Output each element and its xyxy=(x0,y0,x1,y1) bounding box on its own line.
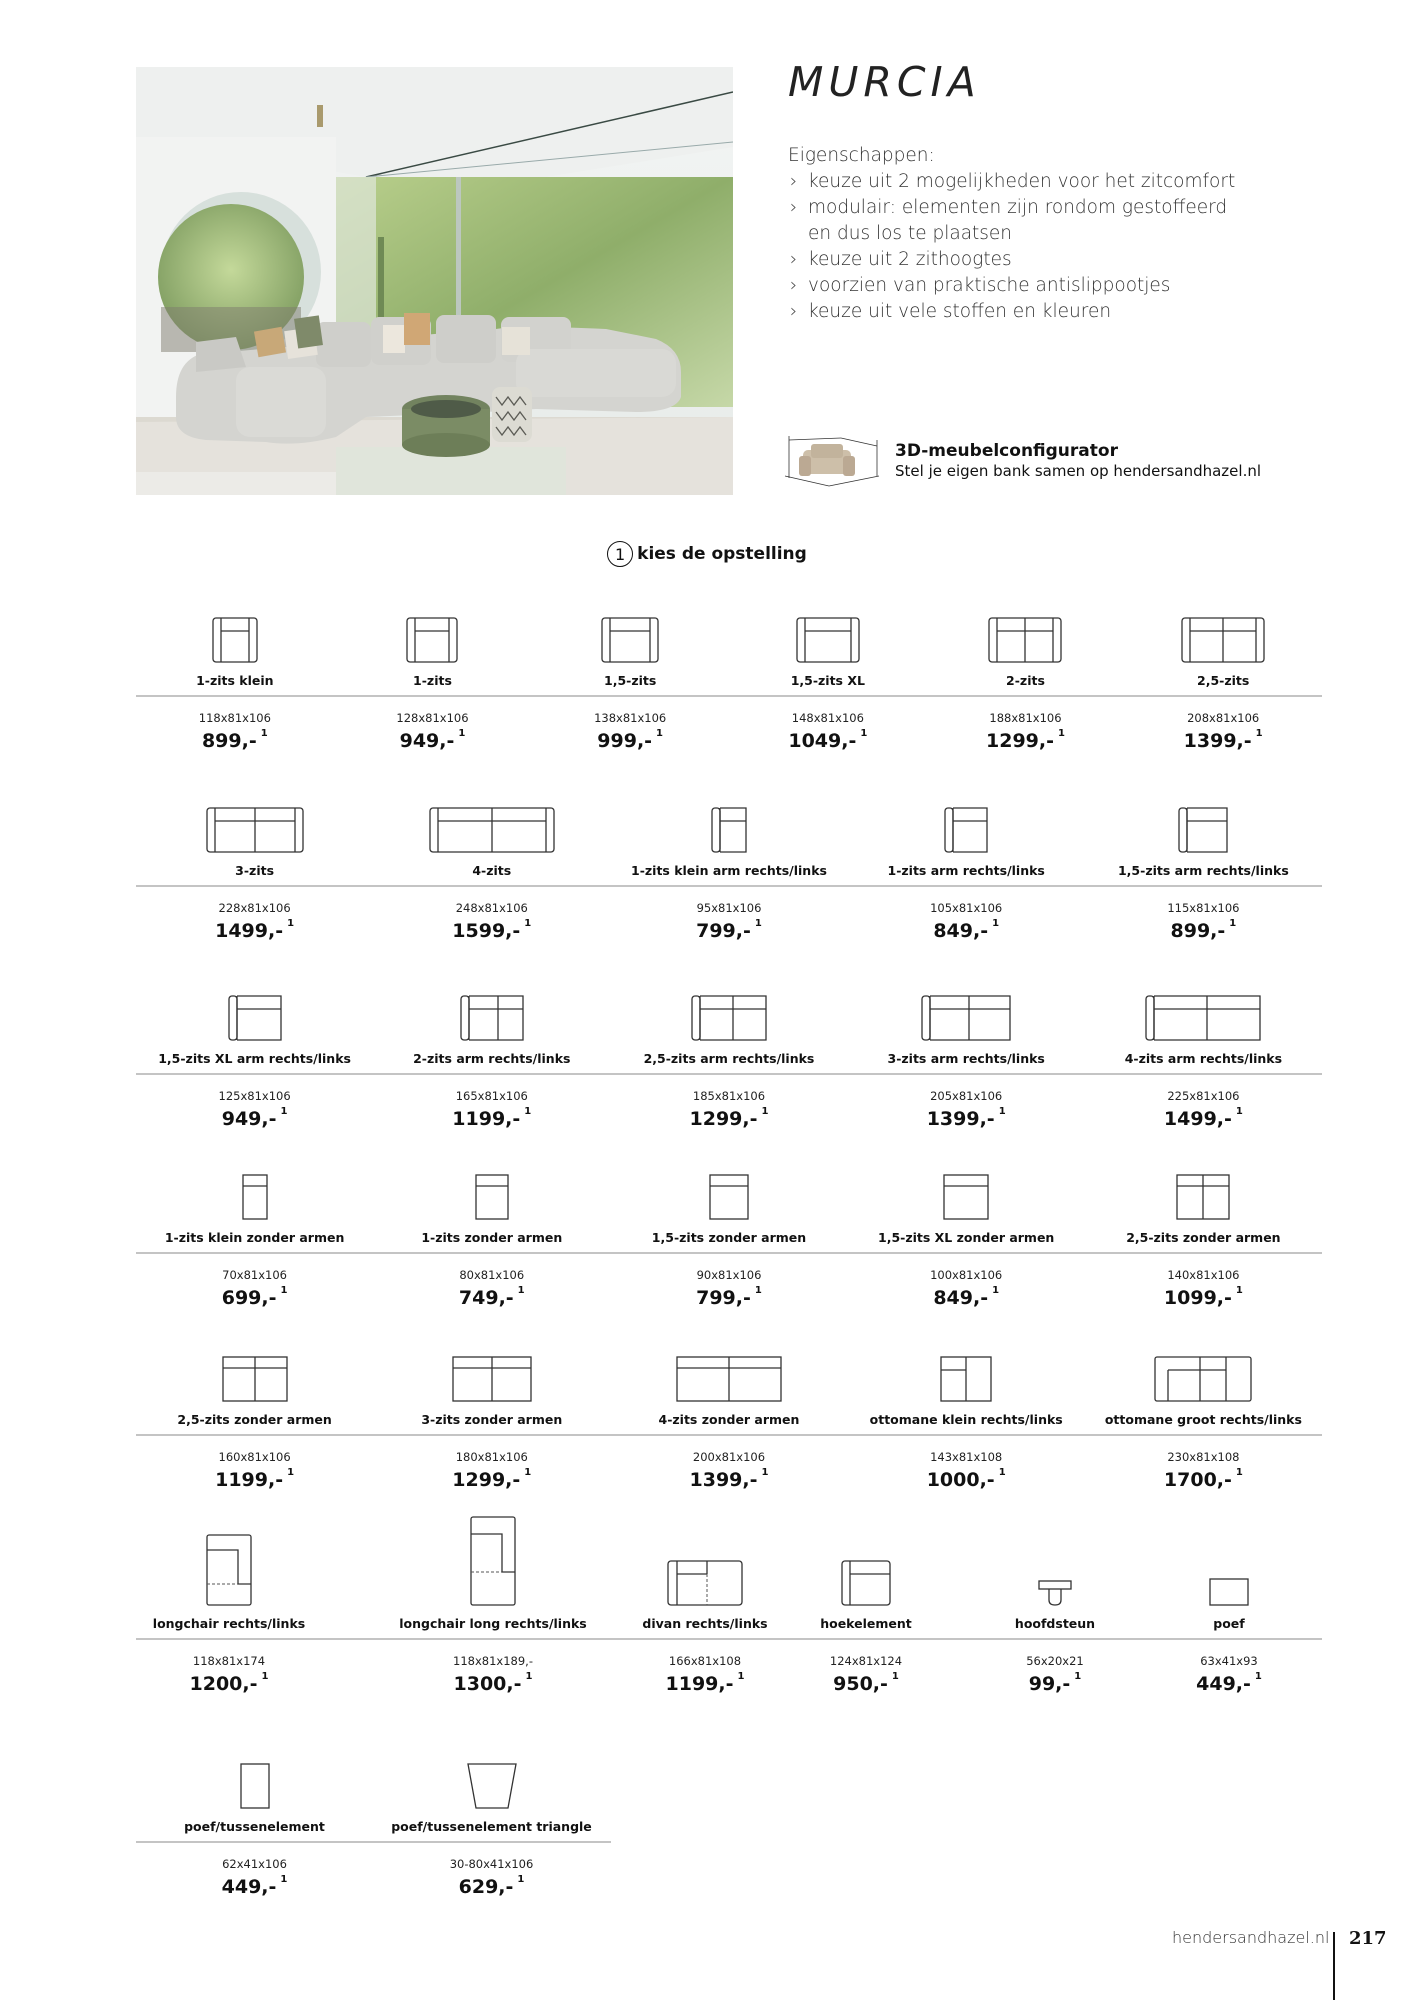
element-price xyxy=(459,1876,525,1898)
property-item: › keuze uit 2 zithoogtes xyxy=(788,247,1248,273)
element-dimensions: 118x81x189,- xyxy=(453,1654,533,1668)
price-value: 1499,- xyxy=(215,920,284,942)
armchair-wide-diagram-icon xyxy=(531,600,729,663)
element-dimensions: 56x20x21 xyxy=(1026,1654,1084,1668)
price-footnote-marker: 1 xyxy=(656,728,664,739)
noarm4-diagram-icon xyxy=(610,1345,847,1402)
price-value: 1599,- xyxy=(452,920,521,942)
element-price xyxy=(1164,1469,1243,1491)
price-footnote-marker: 1 xyxy=(761,1106,769,1117)
pouf-insert-diagram-icon xyxy=(136,1720,373,1809)
arm25-diagram-icon xyxy=(610,978,847,1041)
price-footnote-marker: 1 xyxy=(280,1874,288,1885)
element-label: 2,5-zits xyxy=(1197,673,1250,688)
element-card-arm15[interactable] xyxy=(1085,790,1322,940)
element-card-corner[interactable] xyxy=(773,1520,959,1695)
arm4-diagram-icon xyxy=(1085,978,1322,1041)
element-dimensions: 105x81x106 xyxy=(930,901,1003,915)
element-price xyxy=(454,1673,533,1695)
element-dimensions: 200x81x106 xyxy=(692,1450,766,1464)
element-label: 1,5-zits zonder armen xyxy=(651,1230,807,1245)
pouf-diagram-icon xyxy=(1136,1520,1322,1606)
price-footnote-marker: 1 xyxy=(517,1874,525,1885)
element-dimensions: 180x81x106 xyxy=(455,1450,528,1464)
ottoman-small-diagram-icon xyxy=(848,1345,1085,1402)
noarm15xl-diagram-icon xyxy=(848,1163,1085,1220)
price-footnote-marker: 1 xyxy=(1235,1467,1243,1478)
price-value: 950,- xyxy=(833,1673,888,1695)
price-value: 1049,- xyxy=(788,730,857,752)
product-photo xyxy=(136,67,733,495)
element-label: 1-zits klein zonder armen xyxy=(164,1230,345,1245)
element-card-sofa-2[interactable] xyxy=(927,600,1125,750)
element-card-headrest[interactable] xyxy=(962,1520,1148,1695)
price-value: 629,- xyxy=(458,1876,514,1898)
price-footnote-marker: 1 xyxy=(261,1671,269,1682)
properties-heading: Eigenschappen: xyxy=(788,145,935,166)
properties-list xyxy=(788,169,1248,325)
element-dimensions: 230x81x108 xyxy=(1167,1450,1240,1464)
price-value: 1000,- xyxy=(926,1469,995,1491)
element-row xyxy=(136,1720,611,1898)
armchair-xl-diagram-icon xyxy=(729,600,927,663)
element-price xyxy=(933,1287,999,1309)
price-footnote-marker: 1 xyxy=(1229,918,1237,929)
element-card-arm25[interactable] xyxy=(610,978,847,1128)
price-value: 749,- xyxy=(458,1287,514,1309)
price-footnote-marker: 1 xyxy=(260,728,268,739)
price-footnote-marker: 1 xyxy=(891,1671,899,1682)
element-label: 1-zits zonder armen xyxy=(421,1230,563,1245)
element-dimensions: 165x81x106 xyxy=(455,1089,528,1103)
price-value: 899,- xyxy=(1170,920,1226,942)
element-price xyxy=(215,920,294,942)
element-dimensions: 148x81x106 xyxy=(791,711,864,725)
price-value: 1199,- xyxy=(452,1108,521,1130)
price-footnote-marker: 1 xyxy=(998,1106,1006,1117)
price-footnote-marker: 1 xyxy=(754,1285,762,1296)
element-label: 3-zits arm rechts/links xyxy=(887,1051,1045,1066)
element-dimensions: 100x81x106 xyxy=(930,1268,1003,1282)
element-card-ottoman-large[interactable] xyxy=(1085,1345,1322,1495)
element-label: divan rechts/links xyxy=(642,1616,768,1631)
element-card-armchair-xl[interactable] xyxy=(729,600,927,750)
element-label: 1,5-zits XL xyxy=(790,673,865,688)
price-footnote-marker: 1 xyxy=(1255,728,1263,739)
noarm2-diagram-icon xyxy=(1085,1163,1322,1220)
3d-armchair-icon xyxy=(781,432,881,488)
sofa-3-diagram-icon xyxy=(136,790,373,853)
element-card-noarm4[interactable] xyxy=(610,1345,847,1495)
element-card-noarm25[interactable] xyxy=(136,1345,373,1495)
element-card-noarm3[interactable] xyxy=(373,1345,610,1495)
price-footnote-marker: 1 xyxy=(517,1285,525,1296)
price-footnote-marker: 1 xyxy=(287,1467,295,1478)
armchair-diagram-icon xyxy=(334,600,532,663)
element-card-noarm1[interactable] xyxy=(373,1163,610,1313)
element-row xyxy=(136,1520,1322,1695)
ottoman-large-diagram-icon xyxy=(1085,1345,1322,1402)
element-label: 1,5-zits arm rechts/links xyxy=(1117,863,1289,878)
element-card-sofa-3[interactable] xyxy=(136,790,373,940)
element-label: 1-zits xyxy=(413,673,452,688)
element-dimensions: 128x81x106 xyxy=(396,711,469,725)
element-label: 1-zits klein arm rechts/links xyxy=(631,863,827,878)
element-card-armchair-wide[interactable] xyxy=(531,600,729,750)
property-item: › keuze uit 2 mogelijkheden voor het zitcomfort xyxy=(788,169,1248,195)
price-value: 799,- xyxy=(696,1287,751,1309)
element-price xyxy=(1184,730,1263,752)
element-dimensions: 95x81x106 xyxy=(696,901,762,915)
noarm25-diagram-icon xyxy=(136,1345,373,1402)
price-value: 799,- xyxy=(696,920,751,942)
element-card-arm2[interactable] xyxy=(373,978,610,1128)
armchair-narrow-diagram-icon xyxy=(136,600,334,663)
element-price xyxy=(222,1108,288,1130)
element-dimensions: 188x81x106 xyxy=(989,711,1062,725)
element-price xyxy=(222,1876,288,1898)
price-footnote-marker: 1 xyxy=(458,728,466,739)
price-value: 1299,- xyxy=(452,1469,521,1491)
price-footnote-marker: 1 xyxy=(524,1106,532,1117)
element-dimensions: 125x81x106 xyxy=(218,1089,291,1103)
arm15xl-diagram-icon xyxy=(136,978,373,1041)
element-price xyxy=(452,920,531,942)
configurator-subtitle: Stel je eigen bank samen op hendersandhazel.nl xyxy=(895,461,1262,480)
element-dimensions: 115x81x106 xyxy=(1167,901,1240,915)
element-card-longchair-long[interactable] xyxy=(374,1520,612,1695)
element-price xyxy=(788,730,867,752)
arm15-diagram-icon xyxy=(1085,790,1322,853)
noarm1-small-diagram-icon xyxy=(136,1163,373,1220)
element-label: 2,5-zits zonder armen xyxy=(177,1412,332,1427)
element-label: 3-zits xyxy=(235,863,275,878)
element-price xyxy=(1164,1108,1243,1130)
footer-website[interactable]: hendersandhazel.nl xyxy=(1172,1928,1330,1947)
element-card-pouf[interactable] xyxy=(1136,1520,1322,1695)
price-footnote-marker: 1 xyxy=(280,1106,288,1117)
element-card-arm3[interactable] xyxy=(848,978,1085,1128)
divan-diagram-icon xyxy=(612,1520,798,1606)
element-label: 1-zits arm rechts/links xyxy=(887,863,1045,878)
arm1-diagram-icon xyxy=(848,790,1085,853)
element-dimensions: 208x81x106 xyxy=(1187,711,1260,725)
price-value: 1399,- xyxy=(926,1108,995,1130)
price-value: 849,- xyxy=(933,1287,989,1309)
element-label: 2,5-zits arm rechts/links xyxy=(643,1051,815,1066)
element-card-armchair[interactable] xyxy=(334,600,532,750)
properties-block xyxy=(788,143,1248,325)
element-price xyxy=(190,1673,269,1695)
element-price xyxy=(690,1469,769,1491)
element-price xyxy=(1196,1673,1262,1695)
element-card-pouf-triangle[interactable] xyxy=(373,1720,610,1898)
element-price xyxy=(459,1287,525,1309)
longchair-long-diagram-icon xyxy=(374,1520,612,1606)
element-label: 1,5-zits xyxy=(604,673,657,688)
element-label: 2,5-zits zonder armen xyxy=(1126,1230,1281,1245)
element-price xyxy=(452,1108,531,1130)
step-number-badge: 1 xyxy=(607,541,633,567)
element-dimensions: 124x81x124 xyxy=(829,1654,903,1668)
price-value: 999,- xyxy=(597,730,653,752)
element-price xyxy=(696,920,762,942)
element-price xyxy=(666,1673,745,1695)
price-footnote-marker: 1 xyxy=(1057,728,1065,739)
element-label: longchair rechts/links xyxy=(152,1616,306,1631)
element-dimensions: 205x81x106 xyxy=(930,1089,1003,1103)
price-value: 1199,- xyxy=(215,1469,284,1491)
element-dimensions: 118x81x174 xyxy=(192,1654,266,1668)
price-footnote-marker: 1 xyxy=(525,1671,533,1682)
price-value: 1299,- xyxy=(986,730,1054,752)
price-footnote-marker: 1 xyxy=(524,918,532,929)
element-label: poef/tussenelement triangle xyxy=(391,1819,592,1834)
element-card-divan[interactable] xyxy=(612,1520,798,1695)
price-value: 1700,- xyxy=(1163,1469,1232,1491)
element-card-longchair[interactable] xyxy=(136,1520,322,1695)
element-price xyxy=(1029,1673,1082,1695)
element-label: 2-zits xyxy=(1006,673,1045,688)
element-price xyxy=(833,1673,899,1695)
price-value: 1200,- xyxy=(189,1673,258,1695)
element-label: 1-zits klein xyxy=(196,673,274,688)
element-card-arm15xl[interactable] xyxy=(136,978,373,1128)
element-price xyxy=(696,1287,762,1309)
element-card-noarm15xl[interactable] xyxy=(848,1163,1085,1313)
price-footnote-marker: 1 xyxy=(1254,1671,1262,1682)
price-value: 449,- xyxy=(1196,1673,1251,1695)
price-value: 1199,- xyxy=(665,1673,734,1695)
step-heading xyxy=(0,541,1414,567)
pouf-triangle-diagram-icon xyxy=(373,1720,610,1809)
element-price xyxy=(597,730,663,752)
element-card-arm4[interactable] xyxy=(1085,978,1322,1128)
price-value: 1499,- xyxy=(1163,1108,1232,1130)
price-value: 1300,- xyxy=(453,1673,522,1695)
product-title: MURCIA xyxy=(788,58,981,106)
element-price xyxy=(202,730,268,752)
sofa-2-diagram-icon xyxy=(927,600,1125,663)
price-footnote-marker: 1 xyxy=(860,728,868,739)
element-dimensions: 118x81x106 xyxy=(198,711,271,725)
element-dimensions: 70x81x106 xyxy=(222,1268,287,1282)
element-row xyxy=(136,978,1322,1128)
element-dimensions: 228x81x106 xyxy=(218,901,291,915)
price-value: 949,- xyxy=(399,730,455,752)
element-dimensions: 166x81x108 xyxy=(668,1654,742,1668)
element-dimensions: 160x81x106 xyxy=(218,1450,291,1464)
element-price xyxy=(222,1287,288,1309)
price-footnote-marker: 1 xyxy=(287,918,295,929)
noarm1-diagram-icon xyxy=(373,1163,610,1220)
element-card-pouf-insert[interactable] xyxy=(136,1720,373,1898)
price-footnote-marker: 1 xyxy=(524,1467,532,1478)
element-card-noarm1-small[interactable] xyxy=(136,1163,373,1313)
price-value: 1399,- xyxy=(1183,730,1252,752)
element-label: hoekelement xyxy=(820,1616,912,1631)
price-footnote-marker: 1 xyxy=(761,1467,769,1478)
element-label: 1,5-zits XL zonder armen xyxy=(878,1230,1055,1245)
element-label: 3-zits zonder armen xyxy=(421,1412,563,1427)
configurator-link[interactable] xyxy=(781,432,1261,488)
element-label: 4-zits zonder armen xyxy=(658,1412,800,1427)
element-label: ottomane groot rechts/links xyxy=(1104,1412,1302,1427)
price-footnote-marker: 1 xyxy=(998,1467,1006,1478)
element-dimensions: 143x81x108 xyxy=(930,1450,1003,1464)
element-card-noarm15[interactable] xyxy=(610,1163,847,1313)
element-card-arm1-small[interactable] xyxy=(610,790,847,940)
element-label: longchair long rechts/links xyxy=(399,1616,587,1631)
element-dimensions: 90x81x106 xyxy=(696,1268,762,1282)
arm2-diagram-icon xyxy=(373,978,610,1041)
longchair-diagram-icon xyxy=(136,1520,322,1606)
element-price xyxy=(452,1469,531,1491)
element-label: 1,5-zits XL arm rechts/links xyxy=(158,1051,351,1066)
noarm3-diagram-icon xyxy=(373,1345,610,1402)
property-item: › voorzien van praktische antislippootjes xyxy=(788,273,1248,299)
corner-diagram-icon xyxy=(773,1520,959,1606)
noarm15-diagram-icon xyxy=(610,1163,847,1220)
element-price xyxy=(215,1469,294,1491)
element-row xyxy=(136,600,1322,750)
element-label: hoofdsteun xyxy=(1014,1616,1096,1631)
element-label: poef xyxy=(1213,1616,1245,1631)
price-value: 699,- xyxy=(221,1287,277,1309)
element-dimensions: 185x81x106 xyxy=(692,1089,766,1103)
element-dimensions: 140x81x106 xyxy=(1167,1268,1240,1282)
element-card-sofa-25[interactable] xyxy=(1124,600,1322,750)
property-item: › keuze uit vele stoffen en kleuren xyxy=(788,299,1248,325)
element-price xyxy=(690,1108,769,1130)
element-label: 4-zits arm rechts/links xyxy=(1124,1051,1283,1066)
price-footnote-marker: 1 xyxy=(1235,1106,1243,1117)
arm3-diagram-icon xyxy=(848,978,1085,1041)
element-dimensions: 63x41x93 xyxy=(1200,1654,1258,1668)
element-dimensions: 225x81x106 xyxy=(1167,1089,1240,1103)
sofa-4-diagram-icon xyxy=(373,790,610,853)
element-dimensions: 30-80x41x106 xyxy=(449,1857,534,1871)
element-card-sofa-4[interactable] xyxy=(373,790,610,940)
headrest-diagram-icon xyxy=(962,1520,1148,1606)
arm1-small-diagram-icon xyxy=(610,790,847,853)
element-label: ottomane klein rechts/links xyxy=(869,1412,1063,1427)
element-row xyxy=(136,790,1322,940)
page-number: 217 xyxy=(1349,1928,1387,1949)
price-footnote-marker: 1 xyxy=(992,1285,1000,1296)
price-value: 849,- xyxy=(933,920,989,942)
price-footnote-marker: 1 xyxy=(992,918,1000,929)
footer-divider xyxy=(1333,1932,1335,2000)
element-card-armchair-narrow[interactable] xyxy=(136,600,334,750)
element-card-ottoman-small[interactable] xyxy=(848,1345,1085,1495)
element-label: poef/tussenelement xyxy=(184,1819,325,1834)
element-price xyxy=(1164,1287,1243,1309)
element-label: 2-zits arm rechts/links xyxy=(413,1051,571,1066)
price-value: 449,- xyxy=(221,1876,277,1898)
element-price xyxy=(986,730,1065,752)
price-footnote-marker: 1 xyxy=(1074,1671,1082,1682)
element-price xyxy=(927,1469,1006,1491)
price-value: 1299,- xyxy=(689,1108,758,1130)
element-card-arm1[interactable] xyxy=(848,790,1085,940)
property-item: › modulair: elementen zijn rondom gestoffeerd en dus los te plaatsen xyxy=(788,195,1248,247)
element-dimensions: 62x41x106 xyxy=(222,1857,287,1871)
element-price xyxy=(927,1108,1006,1130)
element-label: 4-zits xyxy=(472,863,512,878)
price-footnote-marker: 1 xyxy=(737,1671,745,1682)
sofa-25-diagram-icon xyxy=(1124,600,1322,663)
element-dimensions: 80x81x106 xyxy=(459,1268,525,1282)
price-footnote-marker: 1 xyxy=(1235,1285,1243,1296)
price-footnote-marker: 1 xyxy=(754,918,762,929)
element-dimensions: 138x81x106 xyxy=(594,711,667,725)
element-price xyxy=(933,920,999,942)
price-value: 949,- xyxy=(221,1108,277,1130)
element-price xyxy=(400,730,466,752)
price-value: 1099,- xyxy=(1163,1287,1232,1309)
element-price xyxy=(1171,920,1237,942)
element-card-noarm2[interactable] xyxy=(1085,1163,1322,1313)
element-dimensions: 248x81x106 xyxy=(455,901,528,915)
price-value: 899,- xyxy=(201,730,257,752)
price-footnote-marker: 1 xyxy=(280,1285,288,1296)
configurator-title: 3D-meubelconfigurator xyxy=(895,440,1118,461)
price-value: 99,- xyxy=(1028,1673,1071,1695)
element-row xyxy=(136,1163,1322,1313)
element-row xyxy=(136,1345,1322,1495)
price-value: 1399,- xyxy=(689,1469,758,1491)
step-label: kies de opstelling xyxy=(637,544,807,564)
